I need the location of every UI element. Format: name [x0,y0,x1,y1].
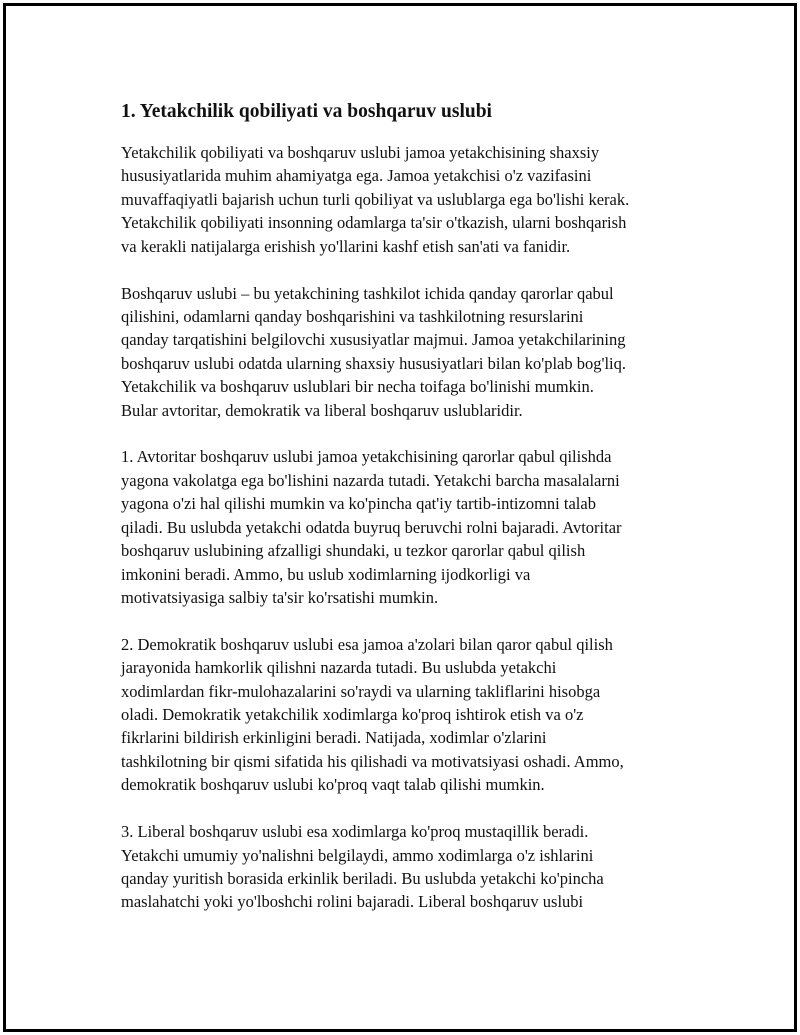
text-line: qilishini, odamlarni qanday boshqarishini va tashkilotning resurslarini [121,306,584,326]
text-line: oladi. Demokratik yetakchilik xodimlarga ko'proq ishtirok etish va o'z [121,705,584,725]
text-line: Yetakchi umumiy yo'nalishni belgilaydi, ammo xodimlarga o'z ishlarini [121,845,594,865]
text-line: xodimlardan fikr-mulohazalarini so'raydi va ularning takliflarini hisobga [121,681,601,701]
text-line: va kerakli natijalarga erishish yo'llarini kashf etish san'ati va fanidir. [121,236,571,256]
paragraph-management-style [121,282,701,422]
text-line: demokratik boshqaruv uslubi ko'proq vaqt talab qilishi mumkin. [121,775,545,795]
text-line: motivatsiyasiga salbiy ta'sir ko'rsatishi mumkin. [121,587,439,607]
text-line: 1. Avtoritar boshqaruv uslubi jamoa yetakchisining qarorlar qabul qilishda [121,447,612,467]
text-line: hususiyatlarida muhim ahamiyatga ega. Jamoa yetakchisi o'z vazifasini [121,166,592,186]
text-line: maslahatchi yoki yo'lboshchi rolini bajaradi. Liberal boshqaruv uslubi [121,892,584,912]
text-line: boshqaruv uslubi odatda ularning shaxsiy hususiyatlari bilan ko'plab bog'liq. [121,353,627,373]
document-content [121,99,701,937]
text-line: qanday yuritish borasida erkinlik beriladi. Bu uslubda yetakchi ko'pincha [121,868,604,888]
paragraph-intro [121,141,701,258]
text-line: Bular avtoritar, demokratik va liberal boshqaruv uslublaridir. [121,400,523,420]
text-line: 2. Demokratik boshqaruv uslubi esa jamoa a'zolari bilan qaror qabul qilish [121,634,613,654]
text-line: qanday tarqatishini belgilovchi xususiyatlar majmui. Jamoa yetakchilarining [121,330,626,350]
text-line: Yetakchilik qobiliyati va boshqaruv uslubi jamoa yetakchisining shaxsiy [121,143,600,162]
text-line: Yetakchilik qobiliyati insonning odamlarga ta'sir o'tkazish, ularni boshqarish [121,213,627,233]
document-page [3,3,797,1032]
text-line: 3. Liberal boshqaruv uslubi esa xodimlarga ko'proq mustaqillik beradi. [121,822,589,842]
text-line: imkonini beradi. Ammo, bu uslub xodimlarning ijodkorligi va [121,564,531,584]
paragraph-democratic [121,633,701,797]
paragraph-authoritarian [121,445,701,609]
paragraph-liberal [121,820,701,914]
text-line: qiladi. Bu uslubda yetakchi odatda buyruq beruvchi rolni bajaradi. Avtoritar [121,517,622,537]
section-title: 1. Yetakchilik qobiliyati va boshqaruv uslubi [121,101,492,122]
text-line: fikrlarini bildirish erkinligini beradi. Natijada, xodimlar o'zlarini [121,728,547,748]
text-line: muvaffaqiyatli bajarish uchun turli qobiliyat va uslublarga ega bo'lishi kerak. [121,189,630,209]
text-line: yagona o'zi hal qilishi mumkin va ko'pincha qat'iy tartib-intizomni talab [121,494,596,514]
text-line: Yetakchilik va boshqaruv uslublari bir necha toifaga bo'linishi mumkin. [121,377,594,397]
text-line: tashkilotning bir qismi sifatida his qilishadi va motivatsiyasi oshadi. Ammo, [121,751,624,771]
text-line: Boshqaruv uslubi – bu yetakchining tashkilot ichida qanday qarorlar qabul [121,283,614,303]
text-line: yagona vakolatga ega bo'lishini nazarda tutadi. Yetakchi barcha masalalarni [121,470,620,490]
text-line: boshqaruv uslubining afzalligi shundaki, u tezkor qarorlar qabul qilish [121,541,586,561]
text-line: jarayonida hamkorlik qilishni nazarda tutadi. Bu uslubda yetakchi [121,658,557,678]
